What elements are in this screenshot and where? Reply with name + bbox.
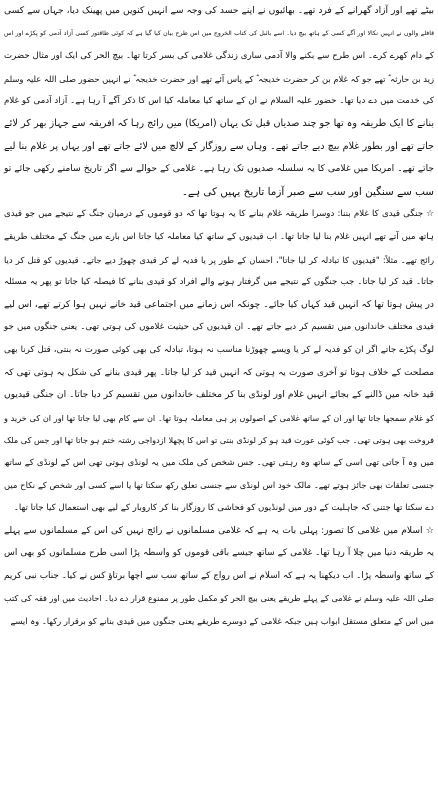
paragraph [4, 0, 434, 203]
text-line: قیدی مختلف خاندانوں میں تقسیم کر دیے جاتے تھے۔ ان قیدیوں کی حیثیت غلاموں کی ہوتی تھی۔ یعنی جنگوں میں جو [4, 322, 434, 333]
text-line: کے ساتھ واسطہ پڑا۔ اب دیکھنا یہ ہے کہ اسلام نے اس رواج کے ساتھ سب سے اچھا برتاؤ کس نے کیا۔ جناب نبی کریم [4, 570, 434, 581]
text-line: صلی اللہ علیہ وسلم نے غلامی کے پہلے طریقے یعنی بیچ الحر کو مکمل طور پر ممنوع قرار دے دیا۔ احادیث میں اور فقہ کی کتب [4, 593, 434, 604]
text-line: جاتا۔ قید کر لیا جاتا۔ جب جنگوں کے نتیجے میں گرفتار ہونے والے افراد کو قیدی بنانے کا فیصلہ کیا جاتا تو پھر یہ مسئلہ [4, 277, 434, 288]
text-line: لوگ پکڑے جاتے اگر ان کو فدیہ لے کر یا ویسے چھوڑنا مناسب نہ ہوتا، تبادلہ کی بھی کوئی صورت نہ بنتی، قتل کرنا بھی [4, 344, 434, 355]
text-line: جاتے تھے۔ امریکا میں غلامی کا یہ سلسلہ صدیوں تک رہا ہے۔ غلامی کے حوالے سے اگر تاریخ سامنے رکھی جائے تو [4, 164, 434, 175]
text-line: کے دام کھرے کرے۔ اس طرح سے بکنے والا آدمی ساری زندگی غلامی کی بسر کرتا تھا۔ بیچ الحر کی ایک اور مثال حضرت [4, 51, 434, 62]
text-line: یہ طریقہ دنیا میں چلا آ رہا تھا۔ غلامی کے ساتھ جیسے باقی قوموں کو واسطہ پڑا اسی طرح مسلمانوں کو بھی اس [4, 548, 434, 559]
text-line: میں وہ آ جاتی تھی اسی کے ساتھ وہ رہتی تھی۔ جس شخص کی ملک میں یہ لونڈی ہوتی تھی اس کے لونڈی کے ساتھ [4, 457, 434, 468]
text-line: مصلحت کے خلاف ہوتا تو آخری صورت یہ ہوتی کہ انہیں قید کر لیا جاتا۔ پھر قیدی بنانے کی شکل یہ ہوتی تھی کہ [4, 367, 434, 378]
document-body [4, 0, 434, 633]
text-line: رائج تھے۔ مثلاً: "قیدیوں کا تبادلہ کر لیا جاتا"، احسان کے طور پر یا فدیہ لے کر قیدی چھوڑ دیے جاتے۔ قیدیوں کو قتل کر دیا [4, 254, 434, 265]
text-line: در پیش ہوتا تھا کہ انہیں قید کہاں کیا جائے۔ چونکہ اس زمانے میں اجتماعی قید خانے نہیں ہوا کرتے تھے، اس لیے [4, 299, 434, 310]
text-line: قید خانہ میں ڈالنے کے بجائے انہیں غلام اور لونڈی بنا کر مختلف خاندانوں میں تقسیم کر دیا جاتا۔ ان جنگی قیدیوں [4, 390, 434, 401]
text-line: بنانے کا ایک طریقہ وہ تھا جو چند صدیاں قبل تک یہاں (امریکا) میں رائج رہا کہ افریقہ سے جہاز بھر کر لائے [4, 117, 434, 129]
text-line: ☆ اسلام میں غلامی کا تصور: پہلی بات یہ ہے کہ غلامی مسلمانوں نے رائج نہیں کی اس کے مسلمانوں سے پہلے [4, 525, 434, 536]
text-line: سب سے سنگین اور سب سے صبر آزما تاریخ یہیں کی ہے۔ [181, 185, 434, 198]
text-line: قافلے والوں نے انہیں نکالا اور آگے کسی کے ہاتھ بیچ دیا۔ اسے بائبل کی کتاب الخروج میں اس طرح بیان کیا گیا ہے کہ کوئی طاقتور کسی آزاد آدمی کو پکڑے اور اس [4, 29, 434, 37]
text-line: جاتے تھے اور بطور غلام بیچ دیے جاتے تھے۔ وہاں سے روزگار کے لالچ میں لائے جاتے تھے اور یہاں پر غلام بنا لیے [4, 140, 434, 152]
text-line: ☆ جنگی قیدی کا غلام بننا: دوسرا طریقہ غلام بنانے کا یہ ہوتا تھا کہ دو قوموں کے درمیان جنگ کے نتیجے میں جو قیدی [4, 209, 434, 220]
text-line: دے سکتا تھا جتنی کہ جاہلیت کے دور میں لونڈیوں کو فحاشی کا روزگار بنا کر کاروبار کے لیے بھی استعمال کیا جاتا تھا۔ [13, 503, 434, 514]
text-line: کی خدمت میں دے دیا تھا۔ حضور علیہ السلام نے ان کے ساتھ کیا معاملہ کیا اس کا ذکر آگے آ رہا ہے۔ آزاد آدمی کو غلام [4, 96, 434, 107]
text-line: ہاتھ میں آتے تھے انہیں غلام بنا لیا جاتا تھا۔ اب قیدیوں کے ساتھ کیا معاملہ کیا جاتا اس بارے میں جنگ کے مختلف طریقے [4, 231, 434, 242]
text-line: جنسی تعلقات بھی جائز ہوتے تھے۔ مالک خود اس لونڈی سے جنسی تعلق رکھ سکتا تھا یا اسے کسی اور شخص کے نکاح میں [4, 480, 434, 491]
paragraph [4, 520, 434, 633]
text-line: کو غلام سمجھا جاتا تھا اور ان کے ساتھ غلامی کے اصولوں پر ہی معاملہ ہوتا تھا۔ ان سے کام بھی لیا جاتا تھا اور ان کی خرید و [4, 412, 434, 423]
text-line: میں اس کے متعلق مستقل ابواب ہیں جبکہ غلامی کے دوسرے طریقے یعنی جنگوں میں قیدی بنانے کو برقرار رکھا۔ وہ ایسے [10, 616, 434, 627]
text-line: فروخت بھی ہوتی تھی۔ جب کوئی عورت قید ہو کر لونڈی بنتی تو اس کا پچھلا ازدواجی رشتہ ختم ہو جاتا تھا اور جس کی ملک [3, 435, 434, 446]
paragraph [4, 203, 434, 519]
text-line: بیٹے تھے اور آزاد گھرانے کے فرد تھے۔ بھائیوں نے اپنے حسد کی وجہ سے انہیں کنویں میں پھینک دیا، جہاں سے کسی [4, 6, 434, 16]
text-line: زید بن حارثہ ؓ تھے جو کہ غلام بن کر حضرت خدیجہ ؓ کے پاس آئے تھے اور حضرت خدیجہ ؓ نے انہیں حضور صلی اللہ علیہ وسلم [4, 73, 434, 84]
